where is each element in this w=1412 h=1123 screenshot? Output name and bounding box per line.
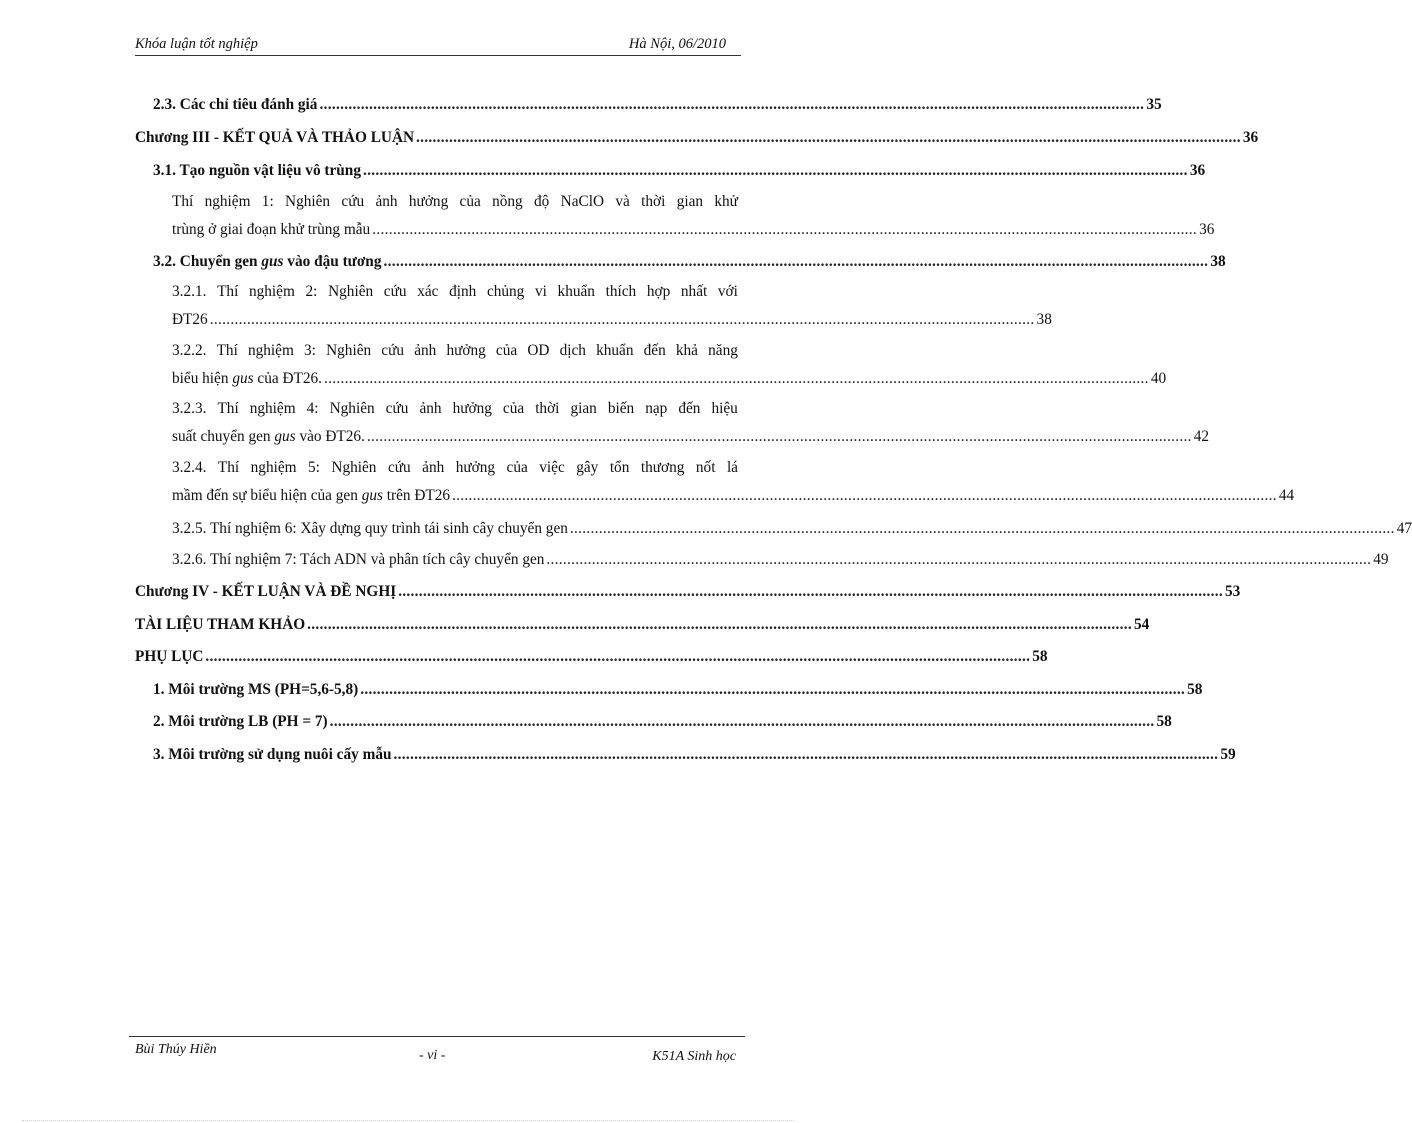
toc-entry-3-2 bbox=[135, 251, 1226, 273]
toc-page-number: 58 bbox=[1032, 648, 1048, 665]
toc-entry-text: 3.2.5. Thí nghiệm 6: Xây dựng quy trình tái sinh cây chuyển gen bbox=[172, 520, 568, 537]
footer-rule bbox=[129, 1036, 745, 1037]
toc-entry-3-2-5 bbox=[135, 518, 1412, 540]
toc-leader: ........................................................................................................................................................................................................ bbox=[362, 162, 1188, 179]
toc-page-number: 49 bbox=[1373, 551, 1389, 568]
toc-entry-appendix-2 bbox=[135, 711, 1172, 733]
toc-page-number: 59 bbox=[1220, 746, 1236, 763]
toc-leader: ........................................................................................................................................................................................................ bbox=[393, 746, 1219, 763]
footer-page-number: - vi - bbox=[419, 1048, 446, 1063]
toc-entry-2-3 bbox=[135, 94, 1162, 116]
toc-entry-text: 3.1. Tạo nguồn vật liệu vô trùng bbox=[153, 162, 361, 179]
page-edge bbox=[22, 1120, 794, 1121]
toc-entry-3-2-1 bbox=[135, 281, 1052, 331]
toc-entry-first-line: 3.2.4. Thí nghiệm 5: Nghiên cứu ảnh hưởng của việc gây tổn thương nốt lá bbox=[172, 459, 738, 476]
footer-class: K51A Sinh học bbox=[652, 1049, 736, 1064]
toc-page-number: 47 bbox=[1396, 520, 1412, 537]
toc-leader: ........................................................................................................................................................................................................ bbox=[360, 681, 1186, 698]
toc-leader: ........................................................................................................................................................................................................ bbox=[205, 648, 1031, 665]
toc-entry-text: suất chuyển gen gus vào ĐT26. bbox=[172, 428, 365, 445]
header-rule bbox=[135, 55, 741, 56]
header-date: Hà Nội, 06/2010 bbox=[628, 36, 726, 52]
toc-page-number: 38 bbox=[1210, 253, 1226, 270]
toc-page-number: 36 bbox=[1189, 162, 1206, 179]
toc-entry-first-line: Thí nghiệm 1: Nghiên cứu ảnh hưởng của nồng độ NaClO và thời gian khử bbox=[172, 193, 738, 210]
toc-page-number: 42 bbox=[1193, 428, 1210, 445]
toc-leader: ........................................................................................................................................................................................................ bbox=[383, 253, 1209, 270]
toc-leader: ........................................................................................................................................................................................................ bbox=[209, 311, 1035, 328]
toc-entry-experiment-1 bbox=[135, 191, 1215, 241]
toc-page-number: 36 bbox=[1199, 221, 1215, 238]
toc-leader: ........................................................................................................................................................................................................ bbox=[546, 551, 1372, 568]
toc-entry-text: ĐT26 bbox=[172, 311, 208, 328]
toc-leader: ........................................................................................................................................................................................................ bbox=[366, 428, 1192, 445]
toc-entry-first-line: 3.2.1. Thí nghiệm 2: Nghiên cứu xác định chủng vi khuẩn thích hợp nhất với bbox=[172, 283, 738, 300]
footer-author: Bùi Thúy Hiền bbox=[135, 1042, 217, 1057]
toc-page-number: 44 bbox=[1278, 487, 1295, 504]
toc-entry-appendix bbox=[135, 646, 1048, 668]
toc-entry-3-2-6 bbox=[135, 549, 1389, 571]
toc-page-number: 54 bbox=[1133, 616, 1150, 633]
toc-leader: ........................................................................................................................................................................................................ bbox=[329, 713, 1155, 730]
toc-entry-text: trùng ở giai đoạn khử trùng mẫu bbox=[172, 221, 371, 238]
toc-page-number: 38 bbox=[1036, 311, 1052, 328]
toc-entry-text: 3.2.6. Thí nghiệm 7: Tách ADN và phân tích cây chuyển gen bbox=[172, 551, 545, 568]
toc-entry-text: TÀI LIỆU THAM KHẢO bbox=[135, 616, 306, 633]
toc-page-number: 36 bbox=[1242, 129, 1259, 146]
toc-entry-text: 2. Môi trường LB (PH = 7) bbox=[153, 713, 328, 730]
toc-entry-text: 1. Môi trường MS (PH=5,6-5,8) bbox=[153, 681, 359, 698]
toc-entry-text: 3. Môi trường sử dụng nuôi cấy mẫu bbox=[153, 746, 392, 763]
toc-entry-3-1 bbox=[135, 160, 1206, 182]
toc-entry-first-line: 3.2.2. Thí nghiệm 3: Nghiên cứu ảnh hưởng của OD dịch khuẩn đến khả năng bbox=[172, 342, 738, 359]
toc-entry-text: Chương III - KẾT QUẢ VÀ THẢO LUẬN bbox=[135, 129, 415, 146]
toc-entry-text: 3.2. Chuyển gen gus vào đậu tương bbox=[153, 253, 382, 270]
toc-entry-references bbox=[135, 614, 1150, 636]
page-header bbox=[135, 36, 740, 56]
toc-leader: ........................................................................................................................................................................................................ bbox=[416, 129, 1241, 146]
toc-leader: ........................................................................................................................................................................................................ bbox=[452, 487, 1277, 504]
toc-page-number: 53 bbox=[1225, 583, 1241, 600]
toc-entry-chapter-3 bbox=[135, 127, 1259, 149]
toc-entry-chapter-4 bbox=[135, 581, 1241, 603]
toc-entry-3-2-2 bbox=[135, 340, 1167, 390]
toc-leader: ........................................................................................................................................................................................................ bbox=[323, 370, 1149, 387]
toc-leader: ........................................................................................................................................................................................................ bbox=[569, 520, 1395, 537]
toc-entry-first-line: 3.2.3. Thí nghiệm 4: Nghiên cứu ảnh hưởng của thời gian biến nạp đến hiệu bbox=[172, 400, 738, 417]
toc-entry-text: biểu hiện gus của ĐT26. bbox=[172, 370, 322, 387]
toc-leader: ........................................................................................................................................................................................................ bbox=[372, 221, 1198, 238]
toc-leader: ........................................................................................................................................................................................................ bbox=[307, 616, 1132, 633]
toc-entry-3-2-4 bbox=[135, 457, 1295, 507]
toc-entry-3-2-3 bbox=[135, 398, 1210, 448]
toc-page-number: 58 bbox=[1156, 713, 1172, 730]
page-footer bbox=[135, 1042, 740, 1066]
header-title: Khóa luận tốt nghiệp bbox=[135, 36, 258, 52]
toc-leader: ........................................................................................................................................................................................................ bbox=[398, 583, 1224, 600]
toc-entry-appendix-1 bbox=[135, 679, 1203, 701]
toc-leader: ........................................................................................................................................................................................................ bbox=[319, 96, 1145, 113]
toc-entry-text: PHỤ LỤC bbox=[135, 648, 204, 665]
toc-entry-text: mầm đến sự biểu hiện của gen gus trên ĐT26 bbox=[172, 487, 451, 504]
toc-entry-text: Chương IV - KẾT LUẬN VÀ ĐỀ NGHỊ bbox=[135, 583, 397, 600]
toc-entry-text: 2.3. Các chỉ tiêu đánh giá bbox=[153, 96, 318, 113]
toc-page-number: 40 bbox=[1150, 370, 1167, 387]
toc-entry-appendix-3 bbox=[135, 744, 1236, 766]
toc-page-number: 58 bbox=[1187, 681, 1203, 698]
toc-page-number: 35 bbox=[1146, 96, 1162, 113]
